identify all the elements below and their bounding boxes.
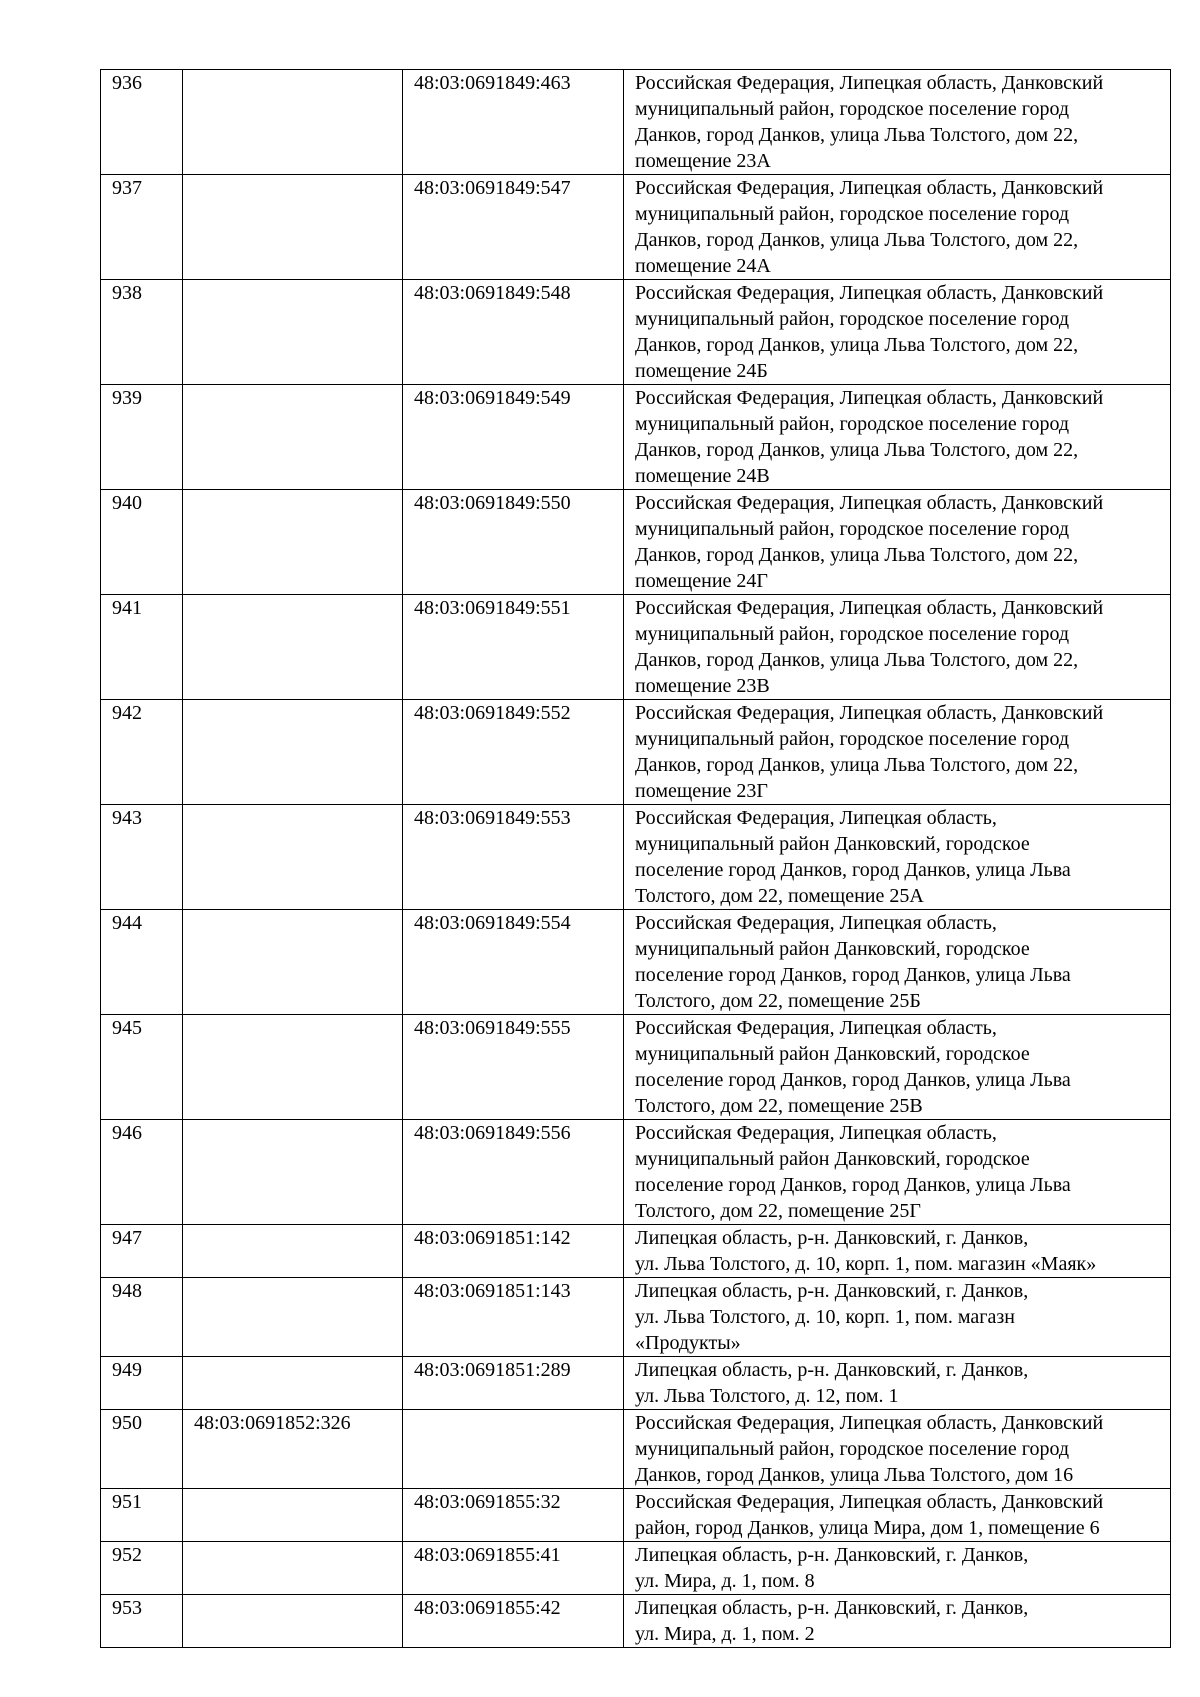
table-row xyxy=(101,1015,1171,1120)
table-row xyxy=(101,1278,1171,1357)
row-number-cell: 938 xyxy=(101,280,183,385)
object-cadastral-cell: 48:03:0691849:551 xyxy=(403,595,624,700)
object-cadastral-cell xyxy=(403,1410,624,1489)
address-cell: Российская Федерация, Липецкая область, Данковский муниципальный район, городское поселение город Данков, город Данков, улица Льва Толстого, дом 22, помещение 24В xyxy=(624,385,1171,490)
address-cell: Липецкая область, р-н. Данковский, г. Данков, ул. Мира, д. 1, пом. 2 xyxy=(624,1595,1171,1648)
table-row xyxy=(101,700,1171,805)
address-cell: Российская Федерация, Липецкая область, Данковский район, город Данков, улица Мира, дом 1, помещение 6 xyxy=(624,1489,1171,1542)
table-row xyxy=(101,1120,1171,1225)
table-row xyxy=(101,1489,1171,1542)
land-parcel-cadastral-cell xyxy=(183,1120,403,1225)
land-parcel-cadastral-cell xyxy=(183,175,403,280)
row-number-cell: 936 xyxy=(101,70,183,175)
object-cadastral-cell: 48:03:0691849:556 xyxy=(403,1120,624,1225)
row-number-cell: 941 xyxy=(101,595,183,700)
row-number-cell: 948 xyxy=(101,1278,183,1357)
land-parcel-cadastral-cell xyxy=(183,1278,403,1357)
object-cadastral-cell: 48:03:0691855:41 xyxy=(403,1542,624,1595)
registry-table-body xyxy=(101,70,1171,1648)
address-cell: Российская Федерация, Липецкая область, Данковский муниципальный район, городское поселение город Данков, город Данков, улица Льва Толстого, дом 22, помещение 23В xyxy=(624,595,1171,700)
object-cadastral-cell: 48:03:0691855:32 xyxy=(403,1489,624,1542)
table-row xyxy=(101,1542,1171,1595)
land-parcel-cadastral-cell: 48:03:0691852:326 xyxy=(183,1410,403,1489)
address-cell: Липецкая область, р-н. Данковский, г. Данков, ул. Мира, д. 1, пом. 8 xyxy=(624,1542,1171,1595)
address-cell: Российская Федерация, Липецкая область, Данковский муниципальный район, городское поселение город Данков, город Данков, улица Льва Толстого, дом 16 xyxy=(624,1410,1171,1489)
table-row xyxy=(101,175,1171,280)
table-row xyxy=(101,1357,1171,1410)
address-cell: Российская Федерация, Липецкая область, Данковский муниципальный район, городское поселение город Данков, город Данков, улица Льва Толстого, дом 22, помещение 24Б xyxy=(624,280,1171,385)
row-number-cell: 937 xyxy=(101,175,183,280)
table-row xyxy=(101,1225,1171,1278)
table-row xyxy=(101,70,1171,175)
object-cadastral-cell: 48:03:0691849:555 xyxy=(403,1015,624,1120)
address-cell: Российская Федерация, Липецкая область, муниципальный район Данковский, городское поселение город Данков, город Данков, улица Льва Толстого, дом 22, помещение 25Г xyxy=(624,1120,1171,1225)
land-parcel-cadastral-cell xyxy=(183,910,403,1015)
object-cadastral-cell: 48:03:0691849:553 xyxy=(403,805,624,910)
land-parcel-cadastral-cell xyxy=(183,70,403,175)
row-number-cell: 945 xyxy=(101,1015,183,1120)
address-cell: Российская Федерация, Липецкая область, Данковский муниципальный район, городское поселение город Данков, город Данков, улица Льва Толстого, дом 22, помещение 24А xyxy=(624,175,1171,280)
land-parcel-cadastral-cell xyxy=(183,1225,403,1278)
table-row xyxy=(101,385,1171,490)
row-number-cell: 952 xyxy=(101,1542,183,1595)
object-cadastral-cell: 48:03:0691851:143 xyxy=(403,1278,624,1357)
land-parcel-cadastral-cell xyxy=(183,280,403,385)
row-number-cell: 939 xyxy=(101,385,183,490)
row-number-cell: 946 xyxy=(101,1120,183,1225)
row-number-cell: 947 xyxy=(101,1225,183,1278)
object-cadastral-cell: 48:03:0691851:142 xyxy=(403,1225,624,1278)
object-cadastral-cell: 48:03:0691855:42 xyxy=(403,1595,624,1648)
address-cell: Российская Федерация, Липецкая область, Данковский муниципальный район, городское поселение город Данков, город Данков, улица Льва Толстого, дом 22, помещение 23Г xyxy=(624,700,1171,805)
object-cadastral-cell: 48:03:0691849:549 xyxy=(403,385,624,490)
object-cadastral-cell: 48:03:0691851:289 xyxy=(403,1357,624,1410)
land-parcel-cadastral-cell xyxy=(183,490,403,595)
land-parcel-cadastral-cell xyxy=(183,700,403,805)
row-number-cell: 942 xyxy=(101,700,183,805)
object-cadastral-cell: 48:03:0691849:548 xyxy=(403,280,624,385)
land-parcel-cadastral-cell xyxy=(183,1357,403,1410)
row-number-cell: 943 xyxy=(101,805,183,910)
object-cadastral-cell: 48:03:0691849:547 xyxy=(403,175,624,280)
address-cell: Российская Федерация, Липецкая область, Данковский муниципальный район, городское поселение город Данков, город Данков, улица Льва Толстого, дом 22, помещение 24Г xyxy=(624,490,1171,595)
table-row xyxy=(101,1595,1171,1648)
object-cadastral-cell: 48:03:0691849:463 xyxy=(403,70,624,175)
address-cell: Липецкая область, р-н. Данковский, г. Данков, ул. Льва Толстого, д. 10, корп. 1, пом. магазин «Маяк» xyxy=(624,1225,1171,1278)
row-number-cell: 950 xyxy=(101,1410,183,1489)
land-parcel-cadastral-cell xyxy=(183,595,403,700)
table-row xyxy=(101,490,1171,595)
table-row xyxy=(101,910,1171,1015)
land-parcel-cadastral-cell xyxy=(183,1595,403,1648)
row-number-cell: 940 xyxy=(101,490,183,595)
land-parcel-cadastral-cell xyxy=(183,1542,403,1595)
row-number-cell: 953 xyxy=(101,1595,183,1648)
address-cell: Липецкая область, р-н. Данковский, г. Данков, ул. Льва Толстого, д. 10, корп. 1, пом. магазн «Продукты» xyxy=(624,1278,1171,1357)
address-cell: Российская Федерация, Липецкая область, Данковский муниципальный район, городское поселение город Данков, город Данков, улица Льва Толстого, дом 22, помещение 23А xyxy=(624,70,1171,175)
object-cadastral-cell: 48:03:0691849:550 xyxy=(403,490,624,595)
row-number-cell: 949 xyxy=(101,1357,183,1410)
address-cell: Российская Федерация, Липецкая область, муниципальный район Данковский, городское поселение город Данков, город Данков, улица Льва Толстого, дом 22, помещение 25Б xyxy=(624,910,1171,1015)
row-number-cell: 944 xyxy=(101,910,183,1015)
table-row xyxy=(101,805,1171,910)
land-parcel-cadastral-cell xyxy=(183,385,403,490)
land-parcel-cadastral-cell xyxy=(183,1489,403,1542)
address-cell: Российская Федерация, Липецкая область, муниципальный район Данковский, городское поселение город Данков, город Данков, улица Льва Толстого, дом 22, помещение 25А xyxy=(624,805,1171,910)
property-registry-table xyxy=(100,69,1171,1648)
land-parcel-cadastral-cell xyxy=(183,1015,403,1120)
address-cell: Российская Федерация, Липецкая область, муниципальный район Данковский, городское поселение город Данков, город Данков, улица Льва Толстого, дом 22, помещение 25В xyxy=(624,1015,1171,1120)
table-row xyxy=(101,595,1171,700)
land-parcel-cadastral-cell xyxy=(183,805,403,910)
object-cadastral-cell: 48:03:0691849:552 xyxy=(403,700,624,805)
row-number-cell: 951 xyxy=(101,1489,183,1542)
address-cell: Липецкая область, р-н. Данковский, г. Данков, ул. Льва Толстого, д. 12, пом. 1 xyxy=(624,1357,1171,1410)
object-cadastral-cell: 48:03:0691849:554 xyxy=(403,910,624,1015)
table-row xyxy=(101,280,1171,385)
table-row xyxy=(101,1410,1171,1489)
